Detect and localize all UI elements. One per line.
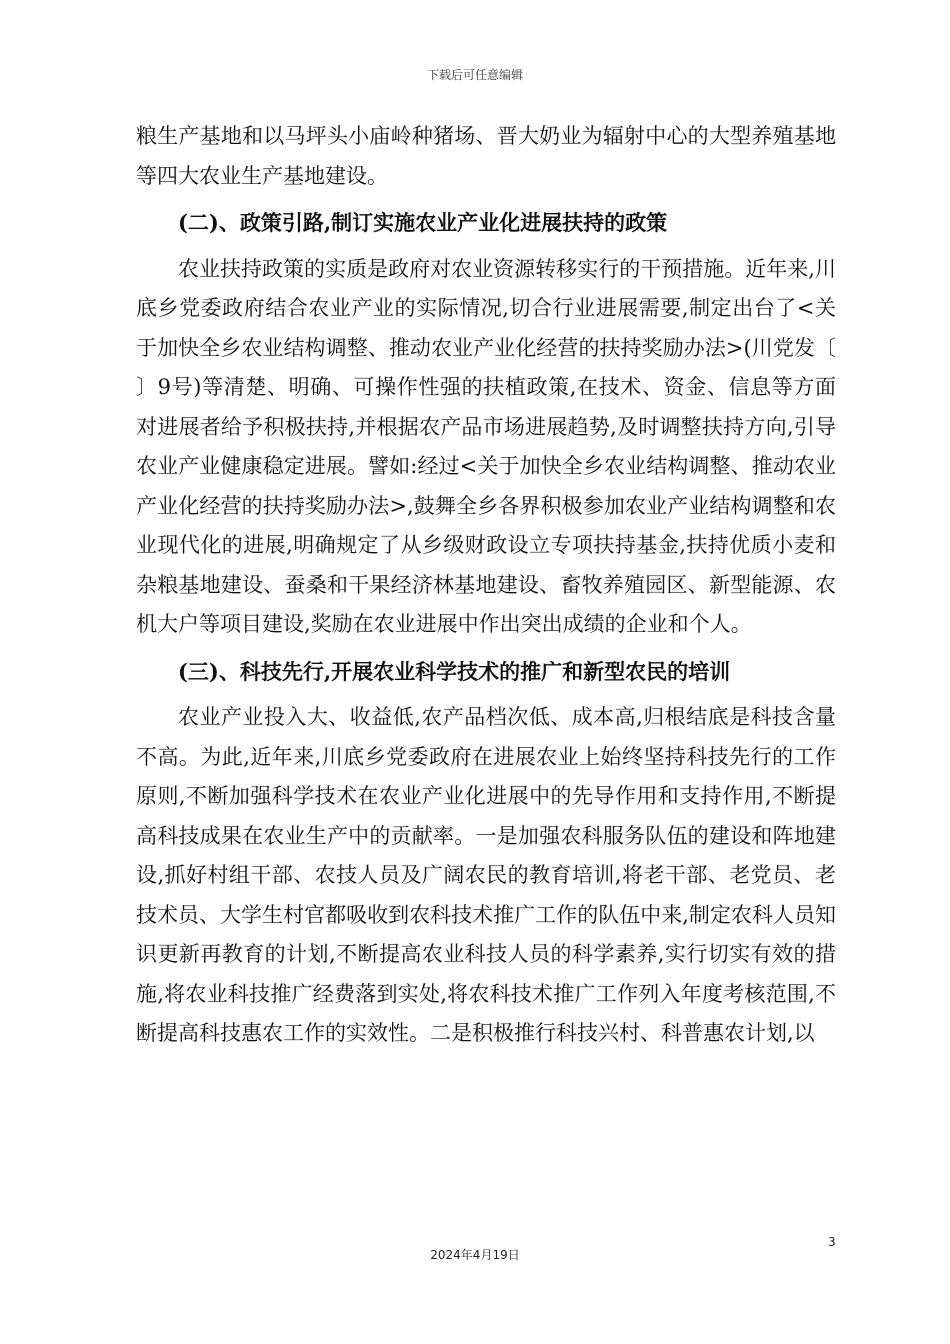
document-body bbox=[136, 117, 836, 1054]
page-number: 3 bbox=[828, 1235, 836, 1249]
footer-date: 2024年4月19日 bbox=[430, 1248, 520, 1262]
page-header: 下载后可任意编辑 bbox=[426, 68, 523, 82]
paragraph-2: 农业扶持政策的实质是政府对农业资源转移实行的干预措施。近年来,川底乡党委政府结合农业产业的实际情况,切合行业进展需要,制定出台了<关于加快全乡农业结构调整、推动农业产业化经营的扶持奖励办法>(川党发〔 〕9号)等清楚、明确、可操作性强的扶植政策,在技术、资金、信息等方面对进展者给予积极扶持,并根据农产品市场进展趋势,及时调整扶持方向,引导农业产业健康稳定进展。譬如:经过<关于加快全乡农业结构调整、推动农业产业化经营的扶持奖励办法>,鼓舞全乡各界积极参加农业产业结构调整和农业现代化的进展,明确规定了从乡级财政设立专项扶持基金,扶持优质小麦和杂粮基地建设、蚕桑和干果经济林基地建设、畜牧养殖园区、新型能源、农机大户等项目建设,奖励在农业进展中作出突出成绩的企业和个人。 bbox=[136, 256, 836, 636]
section-heading-2: (二)、政策引路,制订实施农业产业化进展扶持的政策 bbox=[178, 210, 668, 235]
paragraph-1: 粮生产基地和以马坪头小庙岭种猪场、晋大奶业为辐射中心的大型养殖基地等四大农业生产基地建设。 bbox=[136, 124, 836, 188]
paragraph-3: 农业产业投入大、收益低,农产品档次低、成本高,归根结底是科技含量不高。为此,近年来,川底乡党委政府在进展农业上始终坚持科技先行的工作原则,不断加强科学技术在农业产业化进展中的先导作用和支持作用,不断提高科技成果在农业生产中的贡献率。一是加强农科服务队伍的建设和阵地建设,抓好村组干部、农技人员及广阔农民的教育培训,将老干部、老党员、老技术员、大学生村官都吸收到农科技术推广工作的队伍中来,制定农科人员知识更新再教育的计划,不断提高农业科技人员的科学素养,实行切实有效的措施,将农业科技推广经费落到实处,将农科技术推广工作列入年度考核范围,不断提高科技惠农工作的实效性。二是积极推行科技兴村、科普惠农计划,以 bbox=[136, 705, 836, 1045]
section-heading-3: (三)、科技先行,开展农业科学技术的推广和新型农民的培训 bbox=[178, 658, 731, 684]
